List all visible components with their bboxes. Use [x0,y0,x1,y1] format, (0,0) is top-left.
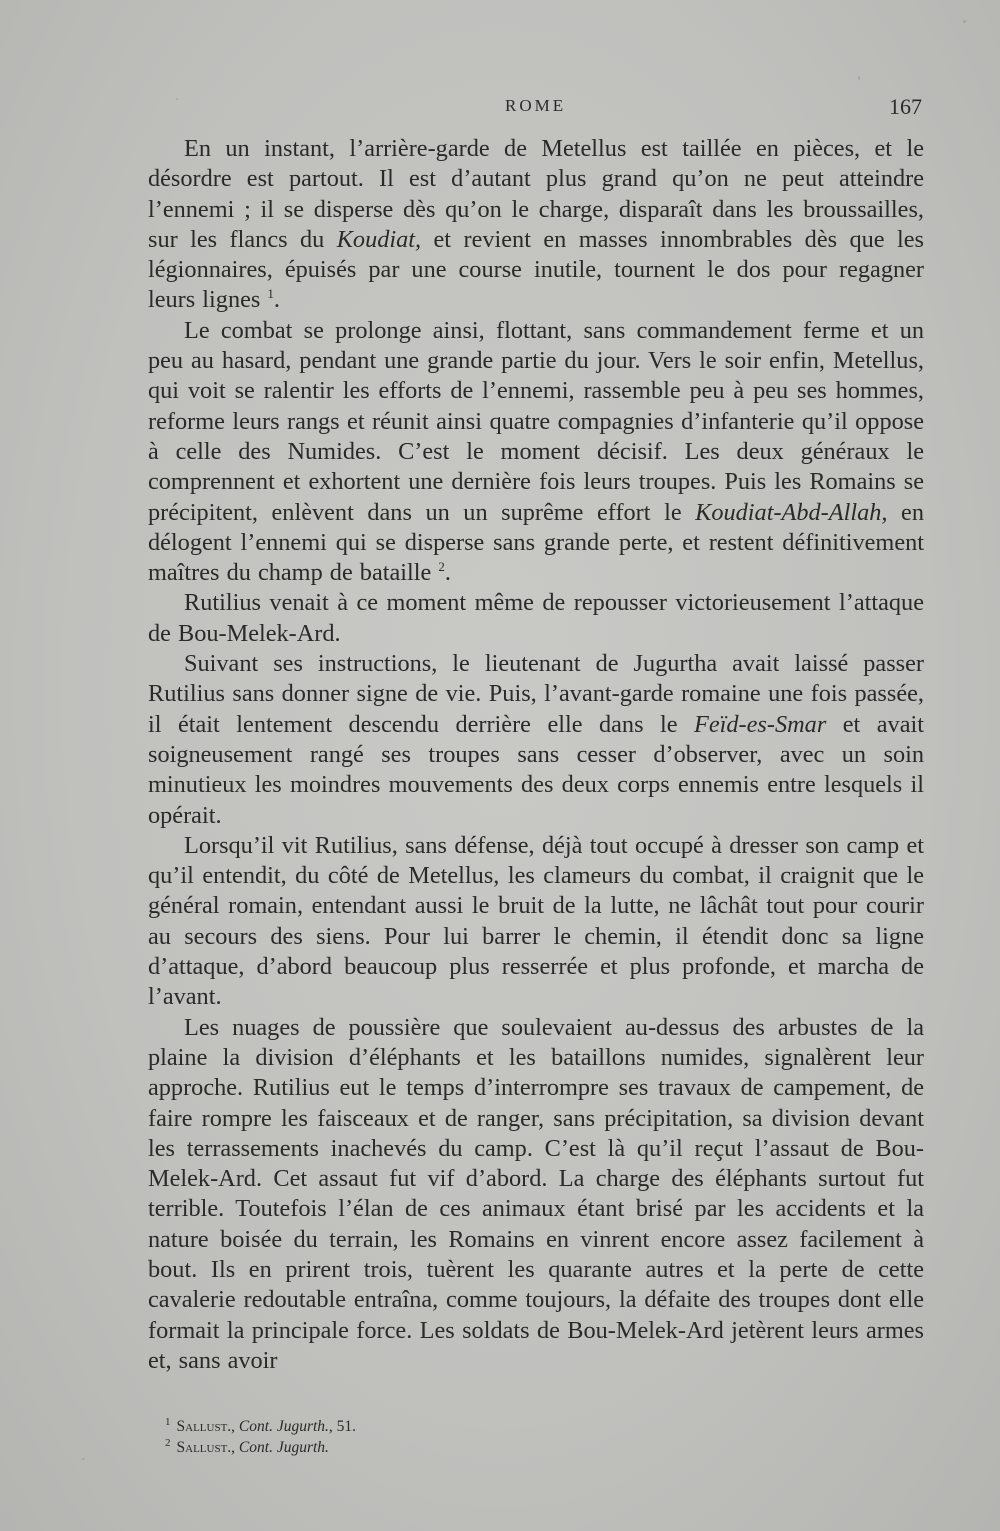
footnote-number: 1 [165,1415,171,1428]
running-head [0,96,1000,126]
text-run: et avait soigneusement rangé ses troupes sans cesser d’observer, avec un soin minutieux les moindres mouvements des deux corps ennemis entre lesquels il opérait. [148,710,924,829]
paper-speck [82,1458,85,1460]
paragraph-5: Lorsqu’il vit Rutilius, sans défense, déjà tout occupé à dresser son camp et qu’il entendit, du côté de Metellus, les clameurs du combat, il craignit que le général romain, entendant aussi le bruit de la lutte, ne lâchât tout pour courir au secours des siens. Pour lui barrer le chemin, il étendit donc sa ligne d’attaque, d’abord beaucoup plus resserrée et plus profonde, et marcha de l’avant. [148,831,924,1011]
text-run: . [444,559,451,587]
paragraph-1 [148,134,924,316]
footnote-ref-page: 51. [336,1418,357,1435]
text-run: Le combat se prolonge ainsi, flottant, sans commandement ferme et un peu au hasard, pendant une grande partie du jour. Vers le soir enfin, Metellus, qui voit se ralentir les efforts de l’ennemi, rassemble peu à peu ses hommes, reforme leurs rangs et réunit ainsi quatre compagnies d’infanterie qu’il oppose à celle des Numides. C’est le moment décisif. Les deux généraux le comprennent et exhortent une dernière fois leurs troupes. Puis les Romains se précipitent, enlèvent dans un un suprême effort le [148,316,924,526]
place-name: Koudiat, [336,225,422,253]
paragraph-6: Les nuages de poussière que soulevaient au-dessus des arbustes de la plaine la division d’éléphants et les bataillons numides, signalèrent leur approche. Rutilius eut le temps d’interrompre ses travaux de campement, de faire rompre les faisceaux et de ranger, sans précipitation, sa division devant les terrassements inachevés du camp. C’est là qu’il reçut l’assaut de Bou-Melek-Ard. Cet assaut fut vif d’abord. La charge des éléphants surtout fut terrible. Toutefois l’élan de ces animaux étant brisé par les accidents et la nature boisée du terrain, les Romains en vinrent encore assez facilement à bout. Ils en prirent trois, tuèrent les quarante autres et la perte de cette cavalerie redoutable entraîna, comme toujours, la défaite des troupes dont elle formait la principale force. Les soldats de Bou-Melek-Ard jetèrent leurs armes et, sans avoir [148,1013,924,1374]
footnote-author: Sallust., [176,1418,236,1435]
footnote-2 [165,1437,765,1458]
footnote-work: Cont. Jugurth. [238,1439,329,1456]
paragraph-2 [148,316,924,589]
place-name: Koudiat-Abd-Allah, [695,498,888,526]
paper-speck [963,20,966,23]
body-text [148,134,924,1376]
text-run: En un instant, l’arrière-garde de Metellus est taillée en pièces, et le désordre est partout. Il est d’autant plus grand qu’on ne peut atteindre l’ennemi ; il se disperse dès qu’on le charge, disparaît dans les broussailles, sur les flancs du [148,135,924,253]
footnote-number: 2 [165,1436,171,1449]
text-run: . [273,286,280,314]
text-run: Suivant ses instructions, le lieutenant de Jugurtha avait laissé passer Rutilius sans donner signe de vie. Puis, l’avant-garde romaine une fois passée, il était lentement descendu derrière elle dans le [148,650,924,738]
paper-speck [858,76,860,80]
text-run: en délogent l’ennemi qui se disperse sans grande perte, et restent définitivement maîtres du champ de bataille [148,498,924,587]
footnote-author: Sallust., [176,1439,236,1456]
place-name: Feïd-es-Smar [694,710,827,738]
footnote-ref: 1 [267,286,274,302]
text-run: et revient en masses innombrables dès que les légionnaires, épuisés par une course inutile, tournent le dos pour regagner leurs lignes [148,225,924,314]
footnotes [165,1416,765,1458]
page-number: 167 [889,94,922,119]
footnote-ref: 2 [438,559,445,575]
running-head-title: ROME [505,96,567,115]
paragraph-4 [148,649,924,831]
footnote-1 [165,1416,765,1437]
paragraph-3: Rutilius venait à ce moment même de repousser victorieusement l’attaque de Bou-Melek-Ard. [148,589,924,647]
footnote-work: Cont. Jugurth., [238,1418,333,1435]
